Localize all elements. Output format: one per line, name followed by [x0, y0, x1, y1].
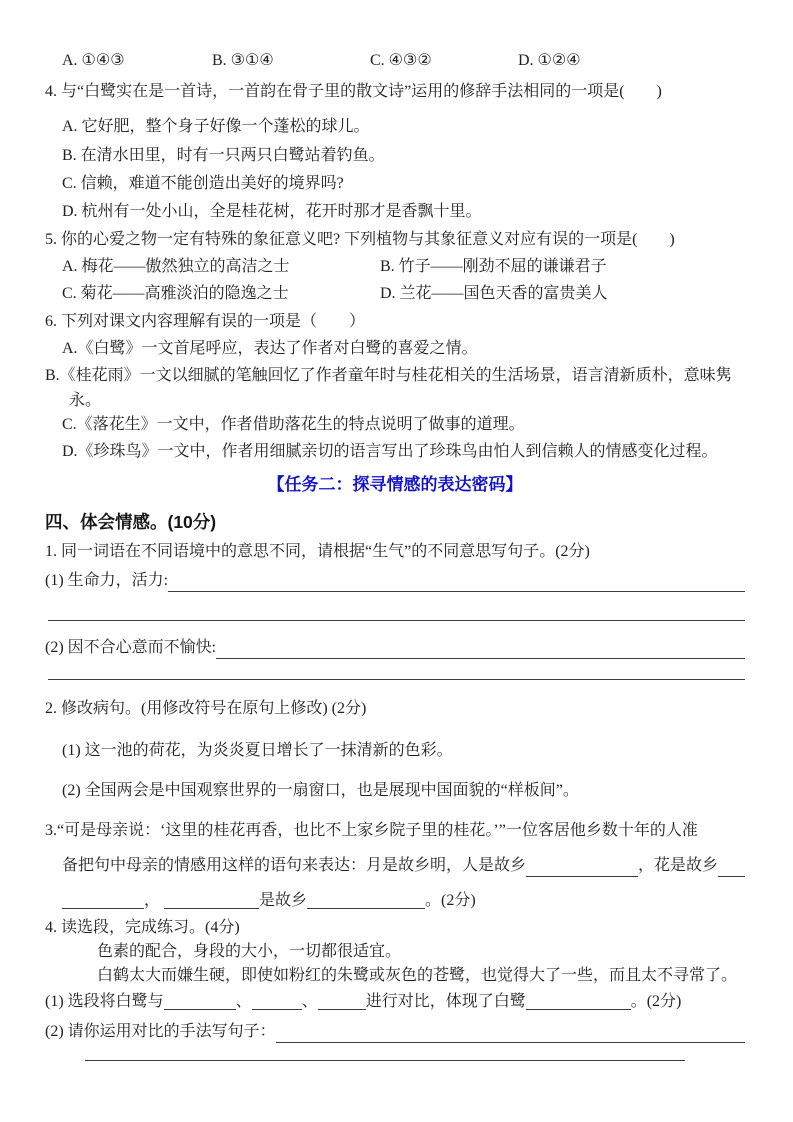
question-4-option-a: A. 它好肥，整个身子好像一个蓬松的球儿。: [62, 118, 370, 135]
question-6-stem: 6. 下列对课文内容理解有误的一项是（ ）: [45, 313, 366, 330]
question-5-options-row-2: [45, 283, 745, 305]
option-d: D. ①②④: [518, 52, 581, 69]
answer-blank: [216, 640, 745, 659]
s4-q2-stem: 2. 修改病句。(用修改符号在原句上修改) (2分): [45, 700, 367, 717]
s4-q4-sub1-pre: (1) 选段将白鹭与: [45, 993, 164, 1010]
question-5-option-a: A. 梅花——傲然独立的高洁之士: [62, 258, 290, 275]
s4-q4-sub1-mid: 进行对比，体现了白鹭: [365, 993, 526, 1010]
question-4-stem: 4. 与“白鹭实在是一首诗，一首韵在骨子里的散文诗”运用的修辞手法相同的一项是( ): [45, 83, 662, 100]
s4-q3-line1: 3.“可是母亲说：‘这里的桂花再香，也比不上家乡院子里的桂花。’”一位客居他乡数十年的人准: [45, 822, 698, 839]
question-5-option-d: D. 兰花——国色天香的富贵美人: [380, 285, 608, 302]
answer-blank: [718, 858, 745, 877]
question-6-option-d: D.《珍珠鸟》一文中，作者用细腻亲切的语言写出了珍珠鸟由怕人到信赖人的情感变化过程。: [62, 443, 718, 460]
answer-blank: [276, 1024, 745, 1043]
s4-q1-stem: 1. 同一词语在不同语境中的意思不同，请根据“生气”的不同意思写句子。(2分): [45, 543, 590, 560]
question-4-option-d: D. 杭州有一处小山，全是桂花树，花开时那才是香飘十里。: [62, 203, 482, 220]
answer-rule: [48, 620, 745, 621]
question-5-option-c: C. 菊花——高雅淡泊的隐逸之士: [62, 285, 289, 302]
answer-rule: [48, 679, 745, 680]
s4-q4-paragraph-2: 白鹤太大而嫌生硬，即使如粉红的朱鹭或灰色的苍鹭，也觉得大了一些，而且太不寻常了。: [97, 967, 738, 984]
answer-blank: [164, 1008, 236, 1010]
s4-q4-sub2: [45, 1021, 745, 1043]
question-6-option-c: C.《落花生》一文中，作者借助落花生的特点说明了做事的道理。: [62, 416, 525, 433]
question-5-option-b: B. 竹子——刚劲不屈的谦谦君子: [380, 258, 607, 275]
s4-q3-line3-mid: 是故乡: [259, 892, 308, 909]
answer-blank: [164, 907, 259, 909]
s4-q2-item2: (2) 全国两会是中国观察世界的一扇窗口，也是展现中国面貌的“样板间”。: [62, 782, 579, 799]
answer-blank: [62, 907, 144, 909]
answer-blank: [252, 1008, 302, 1010]
s4-q3-line2-pre: 备把句中母亲的情感用这样的语句来表达：月是故乡明，人是故乡: [62, 857, 527, 874]
question-5-stem: 5. 你的心爱之物一定有特殊的象征意义吧? 下列植物与其象征意义对应有误的一项是( ): [45, 231, 675, 248]
s4-q1-sub1: [45, 570, 745, 592]
s4-q4-sub2-label: (2) 请你运用对比的手法写句子：: [45, 1023, 276, 1040]
s4-q3-line2: [45, 855, 745, 877]
s4-q4-sub1-end: 。(2分): [630, 993, 682, 1010]
option-c: C. ④③②: [370, 52, 432, 69]
s4-q4-sub1: [45, 991, 745, 1013]
s4-q4-stem: 4. 读选段，完成练习。(4分): [45, 919, 240, 936]
question-4-option-c: C. 信赖，难道不能创造出美好的境界吗?: [62, 175, 344, 192]
answer-blank: [526, 875, 638, 877]
s4-q1-sub2: [45, 637, 745, 659]
task-banner: 【任务二：探寻情感的表达密码】: [267, 475, 523, 494]
question-4-option-b: B. 在清水田里，时有一只两只白鹭站着钓鱼。: [62, 147, 385, 164]
dunhao-separator: 、: [235, 993, 252, 1010]
question-6-option-a: A.《白鹭》一文首尾呼应，表达了作者对白鹭的喜爱之情。: [62, 340, 478, 357]
s4-q3-line3-comma: ，: [144, 892, 161, 909]
question-5-options-row-1: [45, 256, 745, 278]
option-a: A. ①④③: [62, 52, 125, 69]
answer-rule: [85, 1060, 685, 1061]
option-b: B. ③①④: [212, 52, 274, 69]
answer-blank: [307, 907, 425, 909]
answer-blank: [526, 1008, 631, 1010]
s4-q4-paragraph-1: 色素的配合，身段的大小，一切都很适宜。: [97, 943, 402, 960]
s4-q1-sub1-label: (1) 生命力，活力:: [45, 572, 169, 589]
s4-q3-line3-end: 。(2分): [425, 892, 476, 909]
s4-q3-line3: [45, 890, 745, 912]
s4-q1-sub2-label: (2) 因不合心意而不愉快:: [45, 639, 217, 656]
sequence-options-row: [45, 50, 745, 72]
dunhao-separator: 、: [301, 993, 318, 1010]
answer-blank: [168, 573, 745, 592]
question-6-option-b: B.《桂花雨》一文以细腻的笔触回忆了作者童年时与桂花相关的生活场景，语言清新质朴，意味隽永。: [45, 367, 732, 409]
s4-q2-item1: (1) 这一池的荷花，为炎炎夏日增长了一抹清新的色彩。: [62, 742, 453, 759]
s4-q3-line2-mid: ，花是故乡: [638, 857, 719, 874]
section-4-title: 四、体会情感。(10分): [45, 512, 217, 532]
answer-blank: [318, 1008, 366, 1010]
